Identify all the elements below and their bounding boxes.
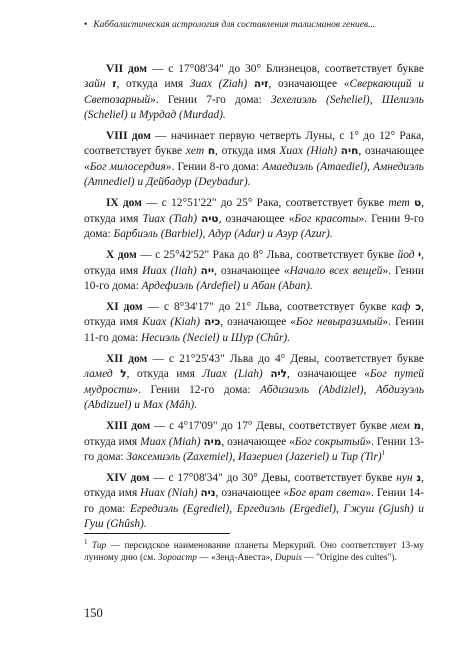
- house-paragraph-8: [84, 129, 424, 190]
- footnote-run: — «Зенд-Авеста»,: [196, 553, 275, 564]
- footnote-run: — персидское наименование планеты Меркурий. Оно соответствует 13-му лунному дню (см.: [84, 541, 424, 564]
- hebrew-name: כיה: [204, 316, 221, 329]
- name-meaning: Бог невыразимый: [295, 316, 383, 329]
- hebrew-letter: מ: [413, 420, 422, 433]
- house-paragraph-11: [84, 300, 424, 346]
- text-run: , означающее «: [268, 78, 350, 91]
- divine-name: Миах (Miah): [140, 435, 201, 448]
- text-run: , откуда имя: [84, 249, 424, 277]
- hebrew-letter: ח: [207, 145, 216, 158]
- house-heading: XIV дом: [106, 472, 150, 485]
- hebrew-letter: נ: [416, 472, 422, 485]
- text-run: ». Гении 7-го дома:: [150, 93, 271, 106]
- text-run: — с 8°34'17" до 21° Льва, соответствует букве: [142, 301, 392, 314]
- genii-list: Зехелиэль (Seheliel), Шелиэль (Scheliel) и Мурдад (Murdad).: [84, 93, 424, 121]
- divine-name: Киах (Kiah): [142, 316, 201, 329]
- text-run: , откуда имя: [215, 145, 280, 158]
- letter-name: нун: [396, 472, 413, 485]
- genii-list: Ардефиэль (Ardefiel) и Абан (Aban).: [141, 279, 313, 292]
- text-run: ». Гении 14-го дома:: [84, 487, 424, 515]
- hebrew-letter: ט: [413, 197, 422, 210]
- footnote-ref: 1: [381, 449, 386, 458]
- hebrew-name: ליה: [270, 368, 287, 381]
- genii-list: Амаедиэль (Amaediel), Амнедиэль (Amnediel) и Дейбадур (Deybadur).: [84, 160, 424, 189]
- text-run: [247, 78, 254, 90]
- text-run: ». Гении 11-го дома:: [84, 316, 424, 344]
- text-run: , означающее «: [287, 368, 370, 381]
- letter-name: каф: [391, 301, 411, 314]
- house-paragraph-10: [84, 248, 424, 294]
- name-meaning: Бог врат света: [289, 487, 366, 500]
- hebrew-name: ניה: [200, 487, 216, 500]
- text-run: , откуда имя: [84, 472, 424, 500]
- letter-name: ламед: [84, 368, 113, 381]
- footnote-term: Тир: [91, 541, 107, 551]
- name-meaning: Начало всех вещей: [289, 264, 383, 277]
- text-run: — с 17°08'34" до 30° Девы, соответствует букве: [149, 472, 397, 485]
- footnote-term: Dupuis: [274, 553, 302, 564]
- running-header: [84, 20, 424, 30]
- text-run: — начинает первую четверть Луны, с 1° до 12° Рака, соответствует букве: [84, 130, 425, 158]
- house-heading: XIII дом: [106, 420, 151, 433]
- footnote: [84, 537, 424, 565]
- house-heading: X дом: [106, 249, 137, 262]
- text-run: — с 25°42'52" Рака до 8° Льва, соответствует букве: [136, 249, 398, 262]
- hebrew-name: מיה: [203, 435, 222, 448]
- hebrew-letter: י: [418, 249, 422, 262]
- hebrew-name: זיה: [253, 78, 269, 91]
- divine-name: Зиах (Ziah): [189, 78, 248, 91]
- house-paragraph-14: [84, 471, 424, 532]
- footnote-term: Зороастр: [157, 553, 197, 564]
- name-meaning: Бог милосердия: [89, 160, 166, 173]
- text-run: — с 12°51'22" до 25° Рака, соответствует букве: [141, 197, 389, 210]
- genii-list: Егредиэль (Egrediel), Ергедиэль (Ergediel), Гжуш (Gjush) и Гуш (Ghûsh).: [84, 502, 424, 531]
- hebrew-letter: כ: [415, 301, 422, 314]
- text-run: , откуда имя: [84, 197, 424, 225]
- text-run: , означающее «: [221, 435, 295, 448]
- genii-list: Абдизиэль (Abdiziel), Абдизуэль (Abdizuel) и Мах (Mâh).: [84, 383, 425, 411]
- genii-list: Барбиэль (Barbiel), Адур (Adur) и Азур (Azur).: [113, 227, 333, 240]
- header-title: Каббалистическая астрология для составления талисманов гениев...: [93, 20, 376, 30]
- text-run: ». Гении 12-го дома:: [132, 383, 261, 396]
- hebrew-letter: ז: [112, 78, 117, 91]
- letter-name: тет: [388, 197, 410, 210]
- footnote-text: [84, 537, 424, 565]
- house-heading: XI дом: [106, 301, 143, 314]
- page-number: 150: [84, 606, 103, 620]
- text-run: , означающее «: [215, 487, 290, 500]
- name-meaning: Бог красоты: [294, 212, 359, 225]
- name-meaning: Бог путей мудрости: [84, 368, 424, 396]
- text-run: , откуда имя: [116, 78, 190, 91]
- text-run: , означающее «: [214, 264, 290, 277]
- name-meaning: Сверкающий и Светозарный: [84, 78, 424, 106]
- footnote-divider: [84, 533, 230, 534]
- name-meaning: Бог сокрытый: [294, 435, 366, 448]
- text-run: , откуда имя: [84, 301, 424, 329]
- letter-name: хет: [185, 145, 205, 158]
- house-paragraph-12: [84, 352, 424, 413]
- letter-name: мем: [390, 420, 410, 433]
- letter-name: зайн: [84, 78, 106, 91]
- text-run: ». Гении 8-го дома:: [165, 160, 263, 173]
- house-heading: IX дом: [106, 197, 142, 210]
- text-run: , означающее «: [220, 316, 296, 329]
- hebrew-name: טיה: [201, 212, 219, 225]
- main-text: [84, 62, 424, 532]
- footnote-run: — "Origine des cultes").: [302, 553, 397, 564]
- text-run: — с 17°08'34" до 30° Близнецов, соответствует букве: [147, 63, 424, 75]
- text-run: ». Гении 10-го дома:: [84, 264, 424, 292]
- house-paragraph-13: [84, 419, 424, 465]
- text-run: , откуда имя: [126, 368, 203, 381]
- text-run: — с 4°17'09" до 17° Девы, соответствует букве: [150, 420, 391, 433]
- header-bullet: •: [84, 20, 88, 30]
- text-run: , откуда имя: [84, 420, 424, 448]
- footnote-marker: 1: [84, 537, 88, 546]
- hebrew-letter: ל: [120, 368, 127, 381]
- text-run: , означающее «: [84, 145, 425, 173]
- text-run: ». Гении 13-го дома:: [84, 435, 424, 463]
- house-heading: VII дом: [106, 63, 148, 75]
- house-heading: XII дом: [106, 353, 148, 366]
- house-heading: VIII дом: [106, 130, 151, 143]
- genii-list: Заксемиэль (Zaxemiel), Иазериел (Jazeriel) и Тир (Tir): [126, 450, 382, 463]
- divine-name: Тиах (Tiah): [142, 212, 197, 225]
- text-run: — с 21°25'43" Льва до 4° Девы, соответствует букве: [147, 353, 424, 366]
- divine-name: Ниах (Niah): [140, 487, 198, 500]
- hebrew-name: חיה: [340, 145, 359, 158]
- hebrew-name: ייה: [200, 264, 215, 277]
- house-paragraph-9: [84, 196, 424, 242]
- text-run: , означающее «: [218, 212, 295, 225]
- divine-name: Лиах (Liah): [202, 368, 263, 381]
- house-paragraph-7: [84, 62, 424, 123]
- divine-name: Ииах (Iiah): [142, 264, 197, 277]
- letter-name: йод: [397, 249, 415, 262]
- text-run: ». Гении 9-го дома:: [84, 212, 424, 240]
- genii-list: Несиэль (Neciel) и Шур (Chûr).: [141, 331, 291, 344]
- divine-name: Хиах (Hiah): [279, 145, 338, 158]
